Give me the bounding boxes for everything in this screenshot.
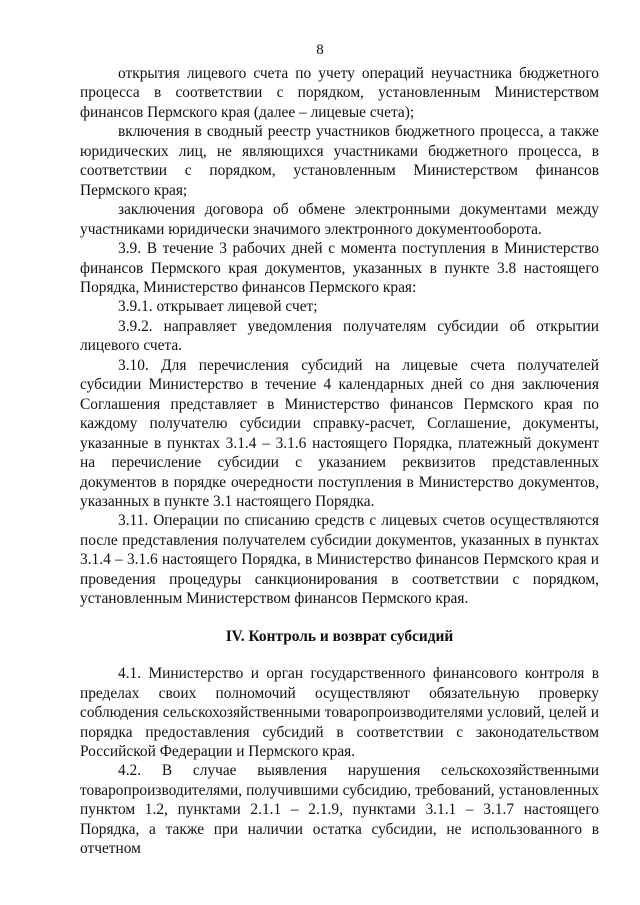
paragraph-edo-agreement: заключения договора об обмене электронными документами между участниками юридически значимого электронного документооборота. xyxy=(80,201,599,238)
paragraph-lk-opening: открытия лицевого счета по учету операций неучастника бюджетного процесса в соответствии с порядком, установленным Министерством финансов Пермского края (далее – лицевые счета); xyxy=(80,65,599,121)
page-number: 8 xyxy=(316,42,324,58)
document-body xyxy=(80,64,599,859)
paragraph-3-9: 3.9. В течение 3 рабочих дней с момента поступления в Министерство финансов Пермского края документов, указанных в пункте 3.8 настоящего Порядка, Министерство финансов Пермского края: xyxy=(80,240,599,296)
paragraph-3-9-1: 3.9.1. открывает лицевой счет; xyxy=(118,298,318,316)
paragraph-registry-inclusion: включения в сводный реестр участников бюджетного процесса, а также юридических лиц, не являющихся участниками бюджетного процесса, в соответствии с порядком, установленным Министерством финансов Пермского края; xyxy=(80,123,599,199)
paragraph-3-11: 3.11. Операции по списанию средств с лицевых счетов осуществляются после представления получателем субсидии документов, указанных в пунктах 3.1.4 – 3.1.6 настоящего Порядка, в Министерство финансов Пермского края и проведения процедуры санкционирования в соответствии с порядком, установленным Министерством финансов Пермского края. xyxy=(80,512,599,608)
paragraph-3-9-2: 3.9.2. направляет уведомления получателям субсидии об открытии лицевого счета. xyxy=(80,317,599,355)
paragraph-4-2: 4.2. В случае выявления нарушения сельскохозяйственными товаропроизводителями, получившими субсидию, требований, установленных пунктом 1.2, пунктами 2.1.1 – 2.1.9, пунктами 3.1.1 – 3.1.7 настоящего Порядка, а также при наличии остатка субсидии, не использованного в отчетном xyxy=(80,762,599,858)
paragraph-3-10: 3.10. Для перечисления субсидий на лицевые счета получателей субсидии Министерство в течение 4 календарных дней со дня заключения Соглашения представляет в Министерство финансов Пермского края по каждому получателю субсидии справку-расчет, Соглашение, документы, указанные в пунктах 3.1.4 – 3.1.6 настоящего Порядка, платежный документ на перечисление субсидии с указанием реквизитов представленных документов в порядке очередности поступления в Министерство документов, указанных в пункте 3.1 настоящего Порядка. xyxy=(80,356,599,510)
section-heading: IV. Контроль и возврат субсидий xyxy=(225,627,454,645)
paragraph-4-1: 4.1. Министерство и орган государственного финансового контроля в пределах своих полномочий осуществляют обязательную проверку соблюдения сельскохозяйственными товаропроизводителями условий, целей и порядка предоставления субсидий в соответствии с законодательством Российской Федерации и Пермского края. xyxy=(80,665,599,760)
